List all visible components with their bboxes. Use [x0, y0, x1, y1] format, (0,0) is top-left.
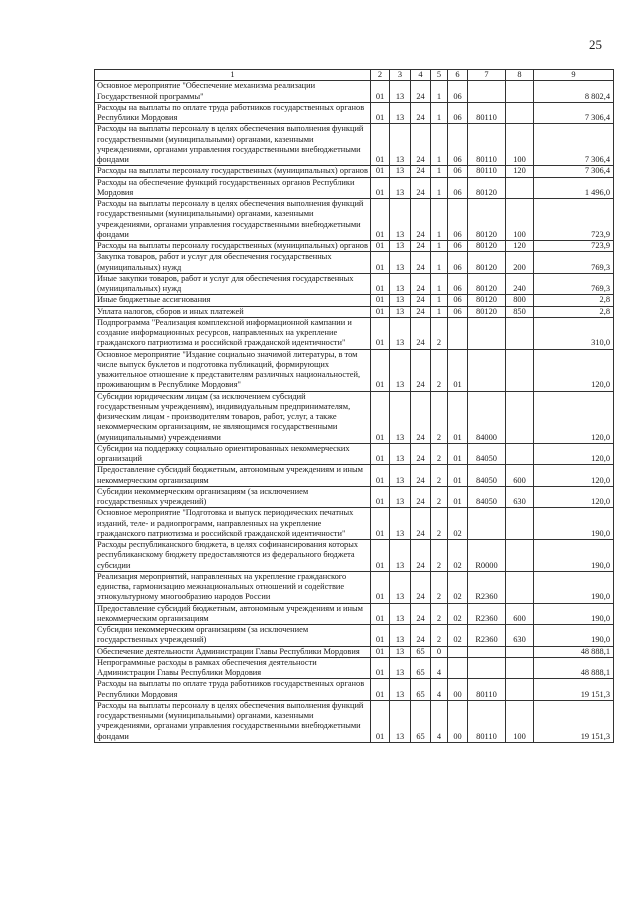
code-cell: 01 [371, 571, 390, 603]
code-cell: 01 [371, 295, 390, 306]
code-cell: 80120 [468, 199, 506, 241]
code-cell: 24 [411, 317, 431, 349]
expense-name-cell: Закупка товаров, работ и услуг для обеспечения государственных (муниципальных) нужд [95, 252, 371, 274]
code-cell: 80120 [468, 295, 506, 306]
page-number: 25 [589, 37, 602, 52]
expense-name-cell: Основное мероприятие "Обеспечение механизма реализации Государственной программы" [95, 81, 371, 103]
table-row [95, 646, 614, 657]
expense-name-cell: Субсидии на поддержку социально ориентированных некоммерческих организаций [95, 443, 371, 465]
code-cell: 84050 [468, 443, 506, 465]
code-cell: 01 [371, 177, 390, 199]
code-cell: 01 [448, 391, 468, 443]
table-row [95, 199, 614, 241]
code-cell: 01 [371, 391, 390, 443]
code-cell: 24 [411, 81, 431, 103]
code-cell [468, 657, 506, 679]
header-cell: 5 [431, 70, 448, 81]
code-cell: 1 [431, 166, 448, 177]
budget-table [94, 69, 614, 743]
code-cell: 100 [506, 124, 534, 166]
code-cell: 01 [371, 124, 390, 166]
table-row [95, 508, 614, 540]
code-cell: 13 [390, 443, 411, 465]
code-cell: 850 [506, 306, 534, 317]
code-cell: 06 [448, 81, 468, 103]
table-row [95, 679, 614, 701]
table-row [95, 700, 614, 742]
code-cell: 4 [431, 700, 448, 742]
code-cell: 80120 [468, 252, 506, 274]
code-cell: 2 [431, 603, 448, 625]
code-cell: 06 [448, 273, 468, 295]
amount-cell: 120,0 [534, 486, 614, 508]
code-cell: 06 [448, 306, 468, 317]
code-cell: 2 [431, 443, 448, 465]
code-cell: 13 [390, 540, 411, 572]
expense-name-cell: Расходы на выплаты по оплате труда работников государственных органов Республики Мордовия [95, 102, 371, 124]
table-row [95, 252, 614, 274]
code-cell: 1 [431, 295, 448, 306]
expense-name-cell: Иные закупки товаров, работ и услуг для обеспечения государственных (муниципальных) нужд [95, 273, 371, 295]
code-cell: 600 [506, 465, 534, 487]
code-cell: 800 [506, 295, 534, 306]
code-cell: 24 [411, 241, 431, 252]
code-cell: 13 [390, 700, 411, 742]
code-cell: 13 [390, 241, 411, 252]
code-cell: 0 [431, 646, 448, 657]
expense-name-cell: Расходы на выплаты персоналу государственных (муниципальных) органов [95, 241, 371, 252]
code-cell: 24 [411, 540, 431, 572]
code-cell: 01 [371, 625, 390, 647]
code-cell: 13 [390, 646, 411, 657]
code-cell: 24 [411, 199, 431, 241]
code-cell: 01 [448, 486, 468, 508]
code-cell: 600 [506, 603, 534, 625]
table-row [95, 391, 614, 443]
code-cell: 24 [411, 508, 431, 540]
code-cell: 06 [448, 252, 468, 274]
amount-cell: 48 888,1 [534, 646, 614, 657]
code-cell: 80120 [468, 306, 506, 317]
table-row [95, 124, 614, 166]
header-cell: 2 [371, 70, 390, 81]
code-cell: 24 [411, 306, 431, 317]
code-cell: 200 [506, 252, 534, 274]
amount-cell: 723,9 [534, 241, 614, 252]
expense-name-cell: Субсидии юридическим лицам (за исключением субсидий государственным учреждениям), индивидуальным предпринимателям, физическим лицам - производителям товаров, работ, услуг, а также некоммерческим организациям, не являющимся государственными (муниципальными) учреждениями [95, 391, 371, 443]
code-cell [506, 177, 534, 199]
amount-cell: 723,9 [534, 199, 614, 241]
code-cell: R2360 [468, 571, 506, 603]
code-cell: 13 [390, 679, 411, 701]
table-row [95, 166, 614, 177]
expense-name-cell: Субсидии некоммерческим организациям (за исключением государственных учреждений) [95, 486, 371, 508]
expense-name-cell: Непрограммные расходы в рамках обеспечения деятельности Администрации Главы Республики Мордовия [95, 657, 371, 679]
code-cell: 2 [431, 540, 448, 572]
code-cell: 24 [411, 349, 431, 391]
code-cell [506, 571, 534, 603]
code-cell: R2360 [468, 603, 506, 625]
header-cell: 7 [468, 70, 506, 81]
code-cell: 240 [506, 273, 534, 295]
table-row [95, 443, 614, 465]
code-cell: 06 [448, 295, 468, 306]
header-cell: 9 [534, 70, 614, 81]
code-cell [506, 391, 534, 443]
code-cell: 01 [371, 241, 390, 252]
amount-cell: 190,0 [534, 571, 614, 603]
code-cell: 1 [431, 306, 448, 317]
code-cell: 24 [411, 295, 431, 306]
amount-cell: 120,0 [534, 465, 614, 487]
code-cell: 06 [448, 166, 468, 177]
amount-cell: 19 151,3 [534, 700, 614, 742]
expense-name-cell: Расходы на выплаты персоналу в целях обеспечения выполнения функций государственными (муниципальными) органами, казенными учреждениями, органами управления государственными внебюджетными фондами [95, 199, 371, 241]
code-cell: 13 [390, 81, 411, 103]
code-cell: 02 [448, 625, 468, 647]
table-row [95, 625, 614, 647]
table-row [95, 295, 614, 306]
code-cell [506, 646, 534, 657]
code-cell [468, 349, 506, 391]
code-cell: 13 [390, 486, 411, 508]
code-cell: 84050 [468, 465, 506, 487]
code-cell [448, 317, 468, 349]
expense-name-cell: Иные бюджетные ассигнования [95, 295, 371, 306]
code-cell: R2360 [468, 625, 506, 647]
code-cell: 1 [431, 252, 448, 274]
code-cell: 13 [390, 124, 411, 166]
code-cell: 13 [390, 317, 411, 349]
code-cell: 06 [448, 199, 468, 241]
header-cell: 6 [448, 70, 468, 81]
table-row [95, 317, 614, 349]
expense-name-cell: Расходы на выплаты по оплате труда работников государственных органов Республики Мордовия [95, 679, 371, 701]
code-cell: 01 [448, 465, 468, 487]
table-row [95, 81, 614, 103]
code-cell: 01 [371, 166, 390, 177]
code-cell: 01 [371, 306, 390, 317]
expense-name-cell: Расходы на обеспечение функций государственных органов Республики Мордовия [95, 177, 371, 199]
code-cell: 24 [411, 166, 431, 177]
code-cell: 2 [431, 571, 448, 603]
code-cell: 01 [371, 679, 390, 701]
expense-name-cell: Расходы республиканского бюджета, в целях софинансирования которых республиканскому бюджету предоставляются из федерального бюджета субсидии [95, 540, 371, 572]
code-cell: 24 [411, 443, 431, 465]
amount-cell: 7 306,4 [534, 124, 614, 166]
code-cell [506, 508, 534, 540]
code-cell: 2 [431, 486, 448, 508]
code-cell: 1 [431, 199, 448, 241]
amount-cell: 769,3 [534, 273, 614, 295]
code-cell: 13 [390, 349, 411, 391]
code-cell: 120 [506, 166, 534, 177]
code-cell: 1 [431, 241, 448, 252]
code-cell: 13 [390, 508, 411, 540]
amount-cell: 2,8 [534, 295, 614, 306]
code-cell: 06 [448, 124, 468, 166]
code-cell: 65 [411, 657, 431, 679]
code-cell: 84000 [468, 391, 506, 443]
table-row [95, 465, 614, 487]
code-cell: 01 [371, 465, 390, 487]
code-cell: 80110 [468, 166, 506, 177]
amount-cell: 769,3 [534, 252, 614, 274]
code-cell: 2 [431, 465, 448, 487]
code-cell: 24 [411, 486, 431, 508]
code-cell: 01 [371, 657, 390, 679]
table-row [95, 657, 614, 679]
code-cell: 1 [431, 81, 448, 103]
code-cell: 01 [371, 486, 390, 508]
expense-name-cell: Основное мероприятие "Подготовка и выпуск периодических печатных изданий, теле- и радиопрограмм, направленных на укрепление гражданского патриотизма и российской гражданской идентичности" [95, 508, 371, 540]
table-row [95, 486, 614, 508]
code-cell [468, 81, 506, 103]
code-cell: 01 [371, 252, 390, 274]
expense-name-cell: Обеспечение деятельности Администрации Главы Республики Мордовия [95, 646, 371, 657]
table-row [95, 273, 614, 295]
amount-cell: 120,0 [534, 391, 614, 443]
code-cell: 02 [448, 603, 468, 625]
code-cell: 630 [506, 625, 534, 647]
expense-name-cell: Расходы на выплаты персоналу в целях обеспечения выполнения функций государственными (муниципальными) органами, казенными учреждениями, органами управления государственными внебюджетными фондами [95, 700, 371, 742]
code-cell: 13 [390, 166, 411, 177]
code-cell: 01 [371, 273, 390, 295]
table-row [95, 241, 614, 252]
code-cell: 13 [390, 177, 411, 199]
code-cell: 2 [431, 508, 448, 540]
code-cell [468, 508, 506, 540]
code-cell: 65 [411, 700, 431, 742]
table-row [95, 102, 614, 124]
expense-name-cell: Предоставление субсидий бюджетным, автономным учреждениям и иным некоммерческим организациям [95, 465, 371, 487]
expense-name-cell: Расходы на выплаты персоналу в целях обеспечения выполнения функций государственными (муниципальными) органами, казенными учреждениями, органами управления государственными внебюджетными фондами [95, 124, 371, 166]
code-cell: 24 [411, 625, 431, 647]
code-cell: 65 [411, 646, 431, 657]
code-cell: 13 [390, 252, 411, 274]
code-cell: 120 [506, 241, 534, 252]
code-cell: 02 [448, 571, 468, 603]
code-cell: 01 [448, 443, 468, 465]
code-cell [506, 81, 534, 103]
amount-cell: 7 306,4 [534, 166, 614, 177]
code-cell: 06 [448, 241, 468, 252]
code-cell: 80110 [468, 679, 506, 701]
code-cell: 630 [506, 486, 534, 508]
code-cell: 4 [431, 657, 448, 679]
code-cell: 24 [411, 177, 431, 199]
amount-cell: 120,0 [534, 349, 614, 391]
code-cell: 02 [448, 508, 468, 540]
code-cell: 01 [371, 508, 390, 540]
code-cell: 1 [431, 102, 448, 124]
code-cell: 01 [371, 700, 390, 742]
code-cell [506, 657, 534, 679]
code-cell: 1 [431, 124, 448, 166]
amount-cell: 310,0 [534, 317, 614, 349]
code-cell: 24 [411, 124, 431, 166]
code-cell: 24 [411, 391, 431, 443]
code-cell: 13 [390, 465, 411, 487]
expense-name-cell: Реализация мероприятий, направленных на укрепление гражданского единства, гармонизацию межнациональных отношений и содействие этнокультурному многообразию народов России [95, 571, 371, 603]
amount-cell: 1 496,0 [534, 177, 614, 199]
code-cell: 100 [506, 700, 534, 742]
header-cell: 3 [390, 70, 411, 81]
table-row [95, 349, 614, 391]
code-cell: 02 [448, 540, 468, 572]
code-cell: 06 [448, 102, 468, 124]
code-cell: 13 [390, 273, 411, 295]
header-cell: 8 [506, 70, 534, 81]
amount-cell: 190,0 [534, 508, 614, 540]
table-row [95, 306, 614, 317]
code-cell [448, 657, 468, 679]
code-cell: 24 [411, 273, 431, 295]
code-cell: 2 [431, 391, 448, 443]
code-cell: 65 [411, 679, 431, 701]
code-cell [468, 646, 506, 657]
code-cell: 06 [448, 177, 468, 199]
code-cell: 01 [371, 603, 390, 625]
code-cell [506, 443, 534, 465]
code-cell: 24 [411, 102, 431, 124]
expense-name-cell: Уплата налогов, сборов и иных платежей [95, 306, 371, 317]
code-cell: 2 [431, 349, 448, 391]
code-cell: 01 [371, 199, 390, 241]
code-cell: 13 [390, 199, 411, 241]
code-cell: 01 [371, 540, 390, 572]
expense-name-cell: Подпрограмма "Реализация комплексной информационной кампании и создание информационных ресурсов, направленных на укрепление гражданского патриотизма и российской гражданской идентичности" [95, 317, 371, 349]
code-cell: 80110 [468, 102, 506, 124]
code-cell: 13 [390, 306, 411, 317]
amount-cell: 19 151,3 [534, 679, 614, 701]
header-cell: 1 [95, 70, 371, 81]
code-cell: 80110 [468, 124, 506, 166]
code-cell: 01 [371, 646, 390, 657]
code-cell: 1 [431, 273, 448, 295]
code-cell: 24 [411, 465, 431, 487]
table-row [95, 177, 614, 199]
amount-cell: 8 802,4 [534, 81, 614, 103]
amount-cell: 48 888,1 [534, 657, 614, 679]
amount-cell: 7 306,4 [534, 102, 614, 124]
header-row [95, 70, 614, 81]
code-cell: 24 [411, 603, 431, 625]
amount-cell: 2,8 [534, 306, 614, 317]
code-cell [506, 317, 534, 349]
code-cell: 24 [411, 571, 431, 603]
code-cell: 13 [390, 603, 411, 625]
code-cell: 80120 [468, 273, 506, 295]
amount-cell: 190,0 [534, 625, 614, 647]
code-cell: 13 [390, 391, 411, 443]
code-cell: 80120 [468, 241, 506, 252]
code-cell: 24 [411, 252, 431, 274]
code-cell: 01 [371, 349, 390, 391]
code-cell: 2 [431, 317, 448, 349]
code-cell [448, 646, 468, 657]
code-cell: 13 [390, 625, 411, 647]
code-cell: 01 [371, 443, 390, 465]
amount-cell: 190,0 [534, 603, 614, 625]
amount-cell: 120,0 [534, 443, 614, 465]
code-cell [506, 540, 534, 572]
amount-cell: 190,0 [534, 540, 614, 572]
expense-name-cell: Предоставление субсидий бюджетным, автономным учреждениям и иным некоммерческим организациям [95, 603, 371, 625]
table-row [95, 540, 614, 572]
code-cell: 100 [506, 199, 534, 241]
code-cell: 80110 [468, 700, 506, 742]
code-cell [506, 679, 534, 701]
code-cell: 00 [448, 700, 468, 742]
code-cell: 84050 [468, 486, 506, 508]
code-cell [506, 102, 534, 124]
expense-name-cell: Субсидии некоммерческим организациям (за исключением государственных учреждений) [95, 625, 371, 647]
code-cell: 13 [390, 102, 411, 124]
code-cell: 13 [390, 571, 411, 603]
table-body [95, 81, 614, 743]
code-cell: R0000 [468, 540, 506, 572]
expense-name-cell: Расходы на выплаты персоналу государственных (муниципальных) органов [95, 166, 371, 177]
code-cell: 01 [371, 102, 390, 124]
code-cell: 01 [371, 317, 390, 349]
code-cell: 00 [448, 679, 468, 701]
code-cell: 13 [390, 657, 411, 679]
table-row [95, 603, 614, 625]
code-cell: 4 [431, 679, 448, 701]
code-cell: 80120 [468, 177, 506, 199]
code-cell [468, 317, 506, 349]
expense-name-cell: Основное мероприятие "Издание социально значимой литературы, в том числе выпуск буклетов и подготовка публикаций, формирующих уважительное отношение к представителям различных национальностей, проживающим в Республике Мордовия" [95, 349, 371, 391]
code-cell: 1 [431, 177, 448, 199]
code-cell: 01 [448, 349, 468, 391]
code-cell: 13 [390, 295, 411, 306]
table-row [95, 571, 614, 603]
code-cell [506, 349, 534, 391]
code-cell: 2 [431, 625, 448, 647]
code-cell: 01 [371, 81, 390, 103]
header-cell: 4 [411, 70, 431, 81]
